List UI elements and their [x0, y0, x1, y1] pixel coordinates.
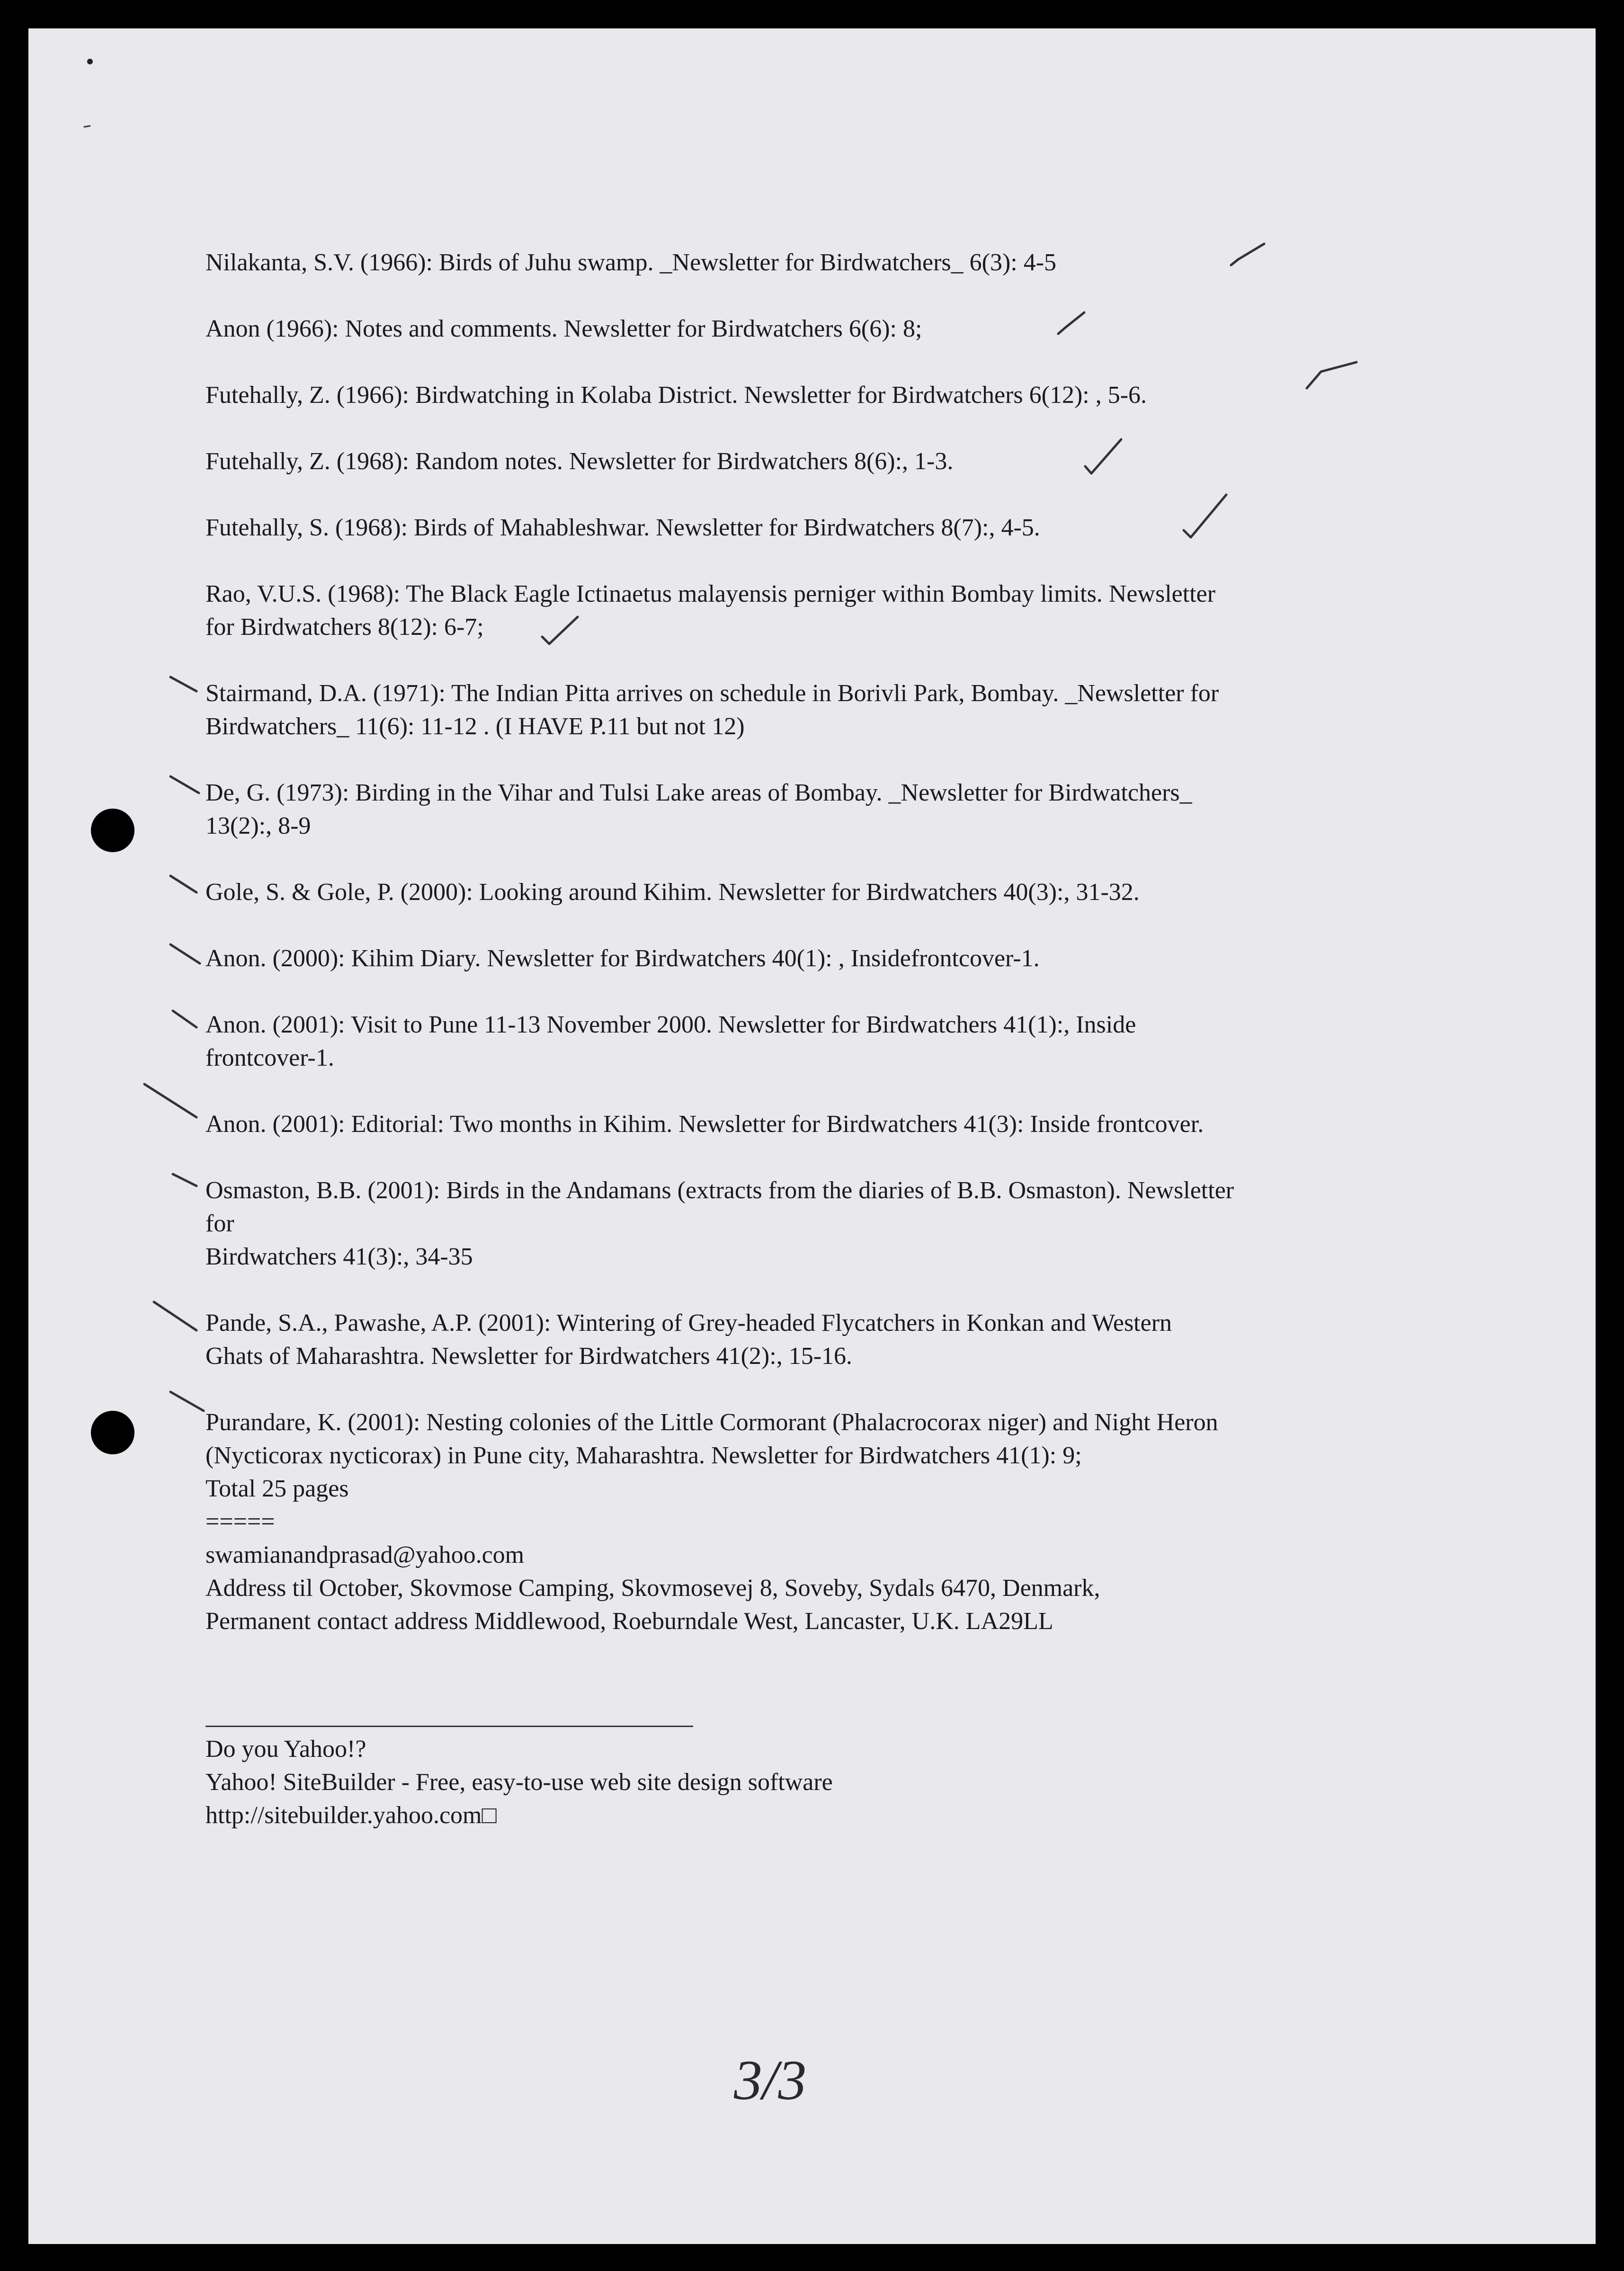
ink-speck-icon — [84, 126, 90, 127]
check-mark-icon — [542, 617, 578, 644]
footer-line-2: Yahoo! SiteBuilder - Free, easy-to-use web site design software — [205, 1769, 833, 1796]
reference-12: Anon. (2001): Editorial: Two months in Kihim. Newsletter for Birdwatchers 41(3): Inside frontcover. — [205, 1111, 1204, 1138]
reference-13: Osmaston, B.B. (2001): Birds in the Andamans (extracts from the diaries of B.B. Osmaston). Newsletter for Birdwatchers 41(3):, 34-35 — [205, 1177, 1234, 1270]
margin-slash-icon — [170, 776, 199, 793]
reference-14: Pande, S.A., Pawashe, A.P. (2001): Wintering of Grey-headed Flycatchers in Konkan and Western Ghats of Maharashtra. Newsletter for Birdwatchers 41(2):, 15-16. — [205, 1309, 1172, 1370]
reference-11: Anon. (2001): Visit to Pune 11-13 November 2000. Newsletter for Birdwatchers 41(1):, Inside frontcover-1. — [205, 1011, 1136, 1071]
footer-line-1: Do you Yahoo!? — [205, 1736, 366, 1763]
reference-09: Gole, S. & Gole, P. (2000): Looking around Kihim. Newsletter for Birdwatchers 40(3):, 31-32. — [205, 879, 1140, 906]
reference-02: Anon (1966): Notes and comments. Newsletter for Birdwatchers 6(6): 8; — [205, 315, 922, 342]
check-mark-icon — [1231, 244, 1264, 265]
margin-slash-icon — [170, 944, 200, 963]
address-line-2: Permanent contact address Middlewood, Roeburndale West, Lancaster, U.K. LA29LL — [205, 1608, 1053, 1635]
pencil-marks — [28, 28, 1596, 2244]
ink-speck-icon — [87, 59, 93, 64]
check-mark-icon — [1085, 439, 1121, 473]
email-address: swamianandprasad@yahoo.com — [205, 1541, 525, 1568]
page-marker: 3/3 — [734, 2048, 807, 2111]
footer-line-3: http://sitebuilder.yahoo.com□ — [205, 1802, 497, 1829]
address-line-1: Address til October, Skovmose Camping, Skovmosevej 8, Soveby, Sydals 6470, Denmark, — [205, 1575, 1100, 1602]
reference-05: Futehally, S. (1968): Birds of Mahableshwar. Newsletter for Birdwatchers 8(7):, 4-5. — [205, 514, 1040, 541]
reference-07: Stairmand, D.A. (1971): The Indian Pitta arrives on schedule in Borivli Park, Bombay. _Newsletter for Birdwatchers_ 11(6): 11-12 . (I HAVE P.11 but not 12) — [205, 680, 1219, 740]
margin-slash-icon — [154, 1302, 196, 1330]
reference-06: Rao, V.U.S. (1968): The Black Eagle Ictinaetus malayensis perniger within Bombay limits. Newsletter for Birdwatchers 8(12): 6-7; — [205, 580, 1216, 641]
reference-15: Purandare, K. (2001): Nesting colonies of the Little Cormorant (Phalacrocorax niger) and Night Heron (Nycticorax nycticorax) in Pune city, Maharashtra. Newsletter for Birdwatchers 41(1): 9; Total 25 pages — [205, 1409, 1218, 1502]
separator: ===== — [205, 1508, 275, 1535]
check-mark-icon — [1307, 362, 1356, 388]
reference-03: Futehally, Z. (1966): Birdwatching in Kolaba District. Newsletter for Birdwatchers 6(12): , 5-6. — [205, 382, 1147, 409]
margin-slash-icon — [173, 1011, 196, 1027]
check-mark-icon — [1058, 312, 1084, 334]
reference-04: Futehally, Z. (1968): Random notes. Newsletter for Birdwatchers 8(6):, 1-3. — [205, 448, 954, 475]
reference-10: Anon. (2000): Kihim Diary. Newsletter for Birdwatchers 40(1): , Insidefrontcover-1. — [205, 945, 1040, 972]
document-page — [28, 28, 1596, 2244]
reference-01: Nilakanta, S.V. (1966): Birds of Juhu swamp. _Newsletter for Birdwatchers_ 6(3): 4-5 — [205, 249, 1057, 276]
reference-08: De, G. (1973): Birding in the Vihar and Tulsi Lake areas of Bombay. _Newsletter for Birdwatchers_ 13(2):, 8-9 — [205, 779, 1192, 839]
margin-slash-icon — [170, 677, 196, 691]
margin-slash-icon — [173, 1174, 196, 1186]
margin-slash-icon — [170, 1392, 204, 1411]
margin-slash-icon — [144, 1084, 196, 1117]
check-mark-icon — [1184, 495, 1226, 537]
margin-slash-icon — [170, 876, 196, 892]
